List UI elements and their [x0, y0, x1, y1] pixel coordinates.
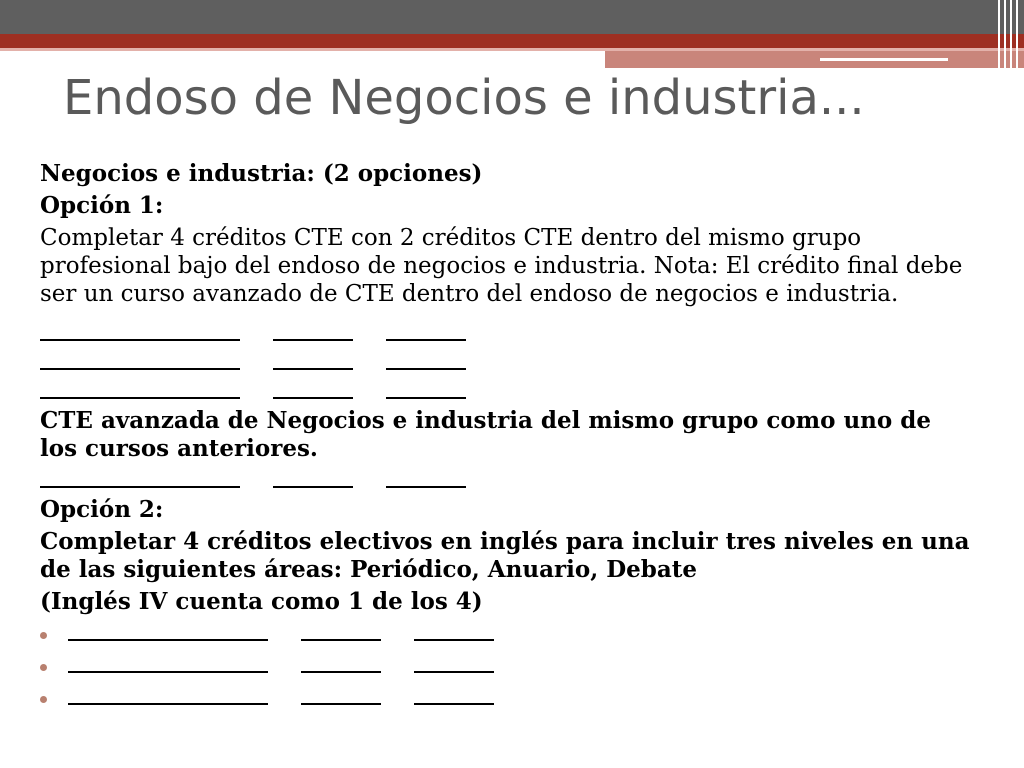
blank-row[interactable]	[40, 467, 985, 496]
blank-row[interactable]	[40, 349, 985, 378]
blank-credit[interactable]	[301, 621, 381, 641]
option1-note: CTE avanzada de Negocios e industria del mismo grupo como uno de los cursos anteriores.	[40, 407, 931, 462]
blank-grade[interactable]	[414, 621, 494, 641]
blank-credit[interactable]	[273, 379, 353, 399]
blank-course[interactable]	[40, 321, 240, 341]
blank-course[interactable]	[40, 350, 240, 370]
header-stripes	[994, 0, 1024, 68]
blank-credit[interactable]	[301, 685, 381, 705]
blank-credit[interactable]	[273, 321, 353, 341]
blank-grade[interactable]	[414, 685, 494, 705]
list-item[interactable]	[40, 650, 985, 682]
list-item[interactable]	[40, 682, 985, 714]
blank-course[interactable]	[68, 653, 268, 673]
header-bar-highlight	[820, 58, 948, 61]
blank-credit[interactable]	[273, 468, 353, 488]
option1-text: Completar 4 créditos CTE con 2 créditos CTE dentro del mismo grupo profesional bajo del endoso de negocios e industria. Nota: El crédito final debe ser un curso avanzado de CTE dentro del endoso de negocios e industria.	[40, 225, 963, 307]
blank-credit[interactable]	[301, 653, 381, 673]
header-bar-red	[0, 34, 1024, 48]
blank-course[interactable]	[40, 379, 240, 399]
blank-grade[interactable]	[386, 468, 466, 488]
header-bar-gray	[0, 0, 1024, 34]
heading: Negocios e industria: (2 opciones)	[40, 160, 483, 187]
bullet-icon	[40, 632, 47, 639]
header-bar-accent	[605, 51, 1024, 68]
slide-content	[40, 160, 985, 714]
bullet-icon	[40, 664, 47, 671]
blank-credit[interactable]	[273, 350, 353, 370]
blank-row[interactable]	[40, 378, 985, 407]
blank-row[interactable]	[40, 320, 985, 349]
list-item[interactable]	[40, 618, 985, 650]
blank-grade[interactable]	[386, 350, 466, 370]
blank-grade[interactable]	[386, 379, 466, 399]
slide-title: Endoso de Negocios e industria...	[63, 70, 865, 126]
bullet-icon	[40, 696, 47, 703]
option2-bullet-list	[40, 618, 985, 714]
option1-label: Opción 1:	[40, 192, 164, 219]
blank-course[interactable]	[68, 621, 268, 641]
blank-grade[interactable]	[386, 321, 466, 341]
option2-text: Completar 4 créditos electivos en inglés para incluir tres niveles en una de las siguientes áreas: Periódico, Anuario, Debate	[40, 528, 970, 583]
blank-course[interactable]	[40, 468, 240, 488]
blank-course[interactable]	[68, 685, 268, 705]
blank-grade[interactable]	[414, 653, 494, 673]
option2-label: Opción 2:	[40, 496, 164, 523]
option2-note: (Inglés IV cuenta como 1 de los 4)	[40, 588, 483, 615]
